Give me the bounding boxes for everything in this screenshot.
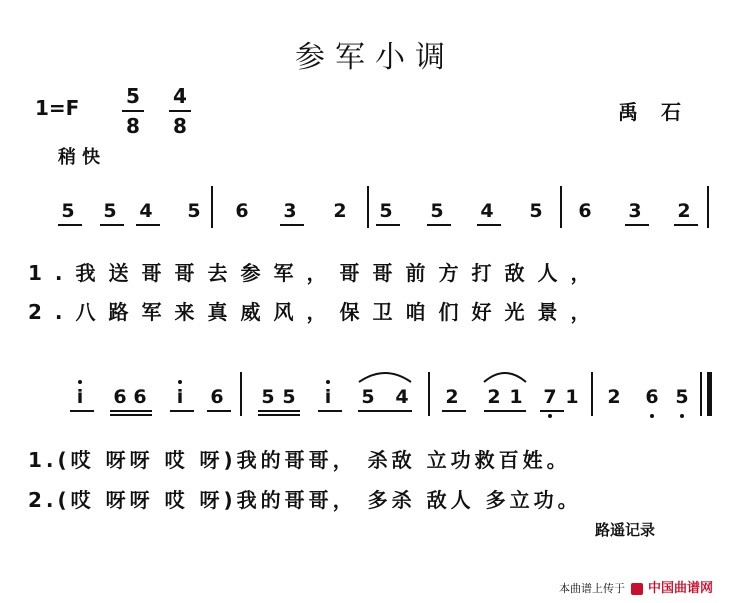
composer: 禹 石 xyxy=(618,100,689,124)
note: 4 xyxy=(395,386,409,408)
bar-line xyxy=(240,372,242,416)
note: 2 xyxy=(445,386,459,408)
note: 2 xyxy=(607,386,621,408)
site-brand-link[interactable]: 中国曲谱网 xyxy=(648,581,714,596)
bar-line xyxy=(211,186,213,228)
note: 6 xyxy=(235,200,249,222)
bar-line xyxy=(367,186,369,228)
note: i xyxy=(76,386,84,408)
bar-line xyxy=(560,186,562,228)
note: 5 xyxy=(261,386,275,408)
note: i xyxy=(176,386,184,408)
note: 5 xyxy=(361,386,375,408)
note: 4 xyxy=(480,200,494,222)
time-signature-first xyxy=(118,84,148,138)
time-sig-top: 5 xyxy=(126,84,140,108)
note: 5 xyxy=(529,200,543,222)
note: i xyxy=(324,386,332,408)
note: 2 xyxy=(333,200,347,222)
note: 5 xyxy=(430,200,444,222)
key-signature: 1=F xyxy=(35,96,80,120)
note: 1 xyxy=(565,386,579,408)
note: 1 xyxy=(509,386,523,408)
note: 6 xyxy=(210,386,224,408)
note: 5 xyxy=(187,200,201,222)
lyric-line-2-verse-1: 1.(哎 呀呀 哎 呀)我的哥哥， 杀敌 立功救百姓。 xyxy=(28,448,571,472)
song-title: 参军小调 xyxy=(295,40,455,75)
note: 2 xyxy=(677,200,691,222)
footer-text: 本曲谱上传于 xyxy=(559,582,625,595)
note: 5 xyxy=(61,200,75,222)
note: 5 xyxy=(675,386,689,408)
bar-line xyxy=(428,372,430,416)
note: 5 xyxy=(379,200,393,222)
note: 7 xyxy=(543,386,557,408)
note: 5 xyxy=(103,200,117,222)
recorder-credit: 路遥记录 xyxy=(595,521,656,539)
lyric-line-1-verse-1: 1.我送哥哥去参军，哥哥前方打敌人， xyxy=(28,261,604,285)
note: 6 xyxy=(133,386,147,408)
note: 3 xyxy=(628,200,642,222)
note: 6 xyxy=(578,200,592,222)
site-logo-icon xyxy=(631,583,643,595)
time-sig-bottom: 8 xyxy=(173,114,187,138)
final-bar-line xyxy=(707,372,712,416)
site-footer xyxy=(559,577,713,596)
time-sig-top: 4 xyxy=(173,84,187,108)
note: 3 xyxy=(283,200,297,222)
slur xyxy=(355,364,415,384)
bar-line xyxy=(700,372,702,416)
time-signature-second xyxy=(165,84,195,138)
tempo-marking: 稍快 xyxy=(58,147,106,168)
note: 5 xyxy=(282,386,296,408)
note: 6 xyxy=(645,386,659,408)
bar-line xyxy=(707,186,709,228)
note: 6 xyxy=(113,386,127,408)
slur xyxy=(480,364,530,384)
note: 2 xyxy=(487,386,501,408)
lyric-line-1-verse-2: 2.八路军来真威风，保卫咱们好光景， xyxy=(28,300,604,324)
bar-line xyxy=(591,372,593,416)
lyric-line-2-verse-2: 2.(哎 呀呀 哎 呀)我的哥哥， 多杀 敌人 多立功。 xyxy=(28,488,582,512)
note: 4 xyxy=(139,200,153,222)
time-sig-bottom: 8 xyxy=(126,114,140,138)
